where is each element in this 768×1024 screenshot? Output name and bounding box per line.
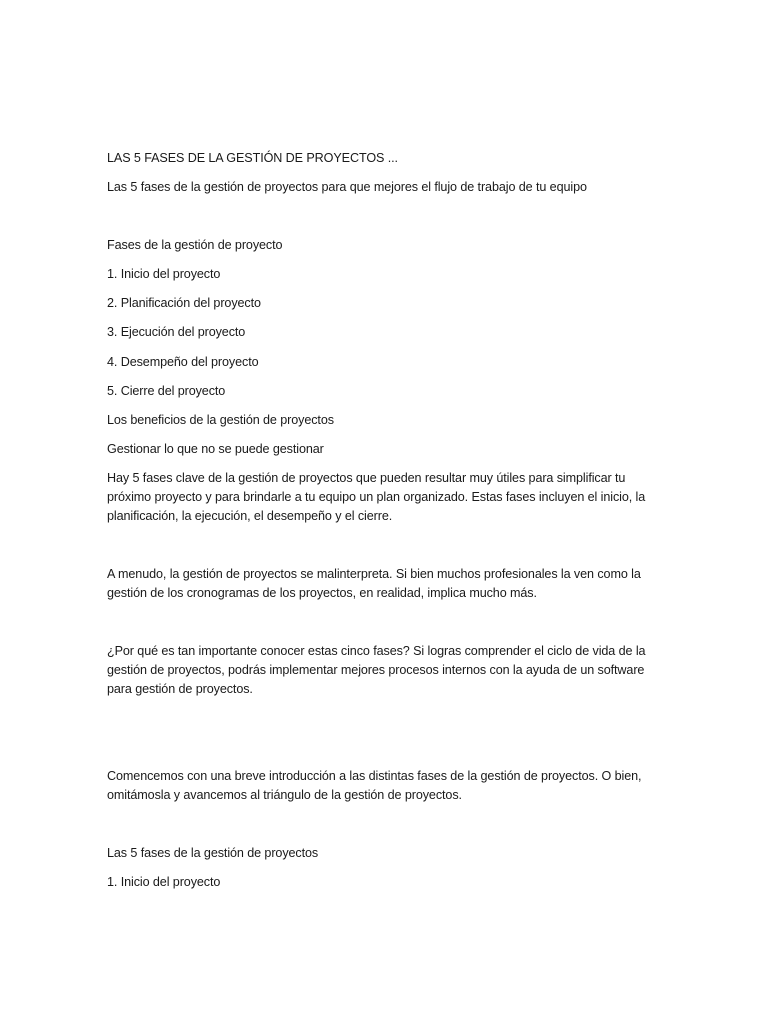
paragraph-line: A menudo, la gestión de proyectos se malinterpreta. Si bien muchos profesionales la ven como la (107, 567, 641, 581)
phase-item: 1. Inicio del proyecto (107, 875, 221, 889)
paragraph-line: Hay 5 fases clave de la gestión de proyectos que pueden resultar muy útiles para simplificar tu (107, 471, 626, 485)
section-heading: Las 5 fases de la gestión de proyectos (107, 846, 319, 860)
paragraph-line: para gestión de proyectos. (107, 682, 253, 696)
document-heading: LAS 5 FASES DE LA GESTIÓN DE PROYECTOS ... (107, 151, 398, 165)
document-subtitle: Las 5 fases de la gestión de proyectos para que mejores el flujo de trabajo de tu equipo (107, 180, 587, 194)
phases-heading: Fases de la gestión de proyecto (107, 238, 283, 252)
paragraph-line: ¿Por qué es tan importante conocer estas cinco fases? Si logras comprender el ciclo de vida de la (107, 644, 646, 658)
paragraph-line: gestión de proyectos, podrás implementar mejores procesos internos con la ayuda de un software (107, 663, 645, 677)
phase-item: 3. Ejecución del proyecto (107, 325, 246, 339)
paragraph-line: planificación, la ejecución, el desempeño y el cierre. (107, 509, 393, 523)
paragraph-line: Comencemos con una breve introducción a las distintas fases de la gestión de proyectos. O bien, (107, 769, 642, 783)
paragraph-line: próximo proyecto y para brindarle a tu equipo un plan organizado. Estas fases incluyen el inicio, la (107, 490, 646, 504)
paragraph-line: omitámosla y avancemos al triángulo de la gestión de proyectos. (107, 788, 462, 802)
manage-heading: Gestionar lo que no se puede gestionar (107, 442, 324, 456)
phase-item: 2. Planificación del proyecto (107, 296, 261, 310)
benefits-heading: Los beneficios de la gestión de proyectos (107, 413, 334, 427)
phase-item: 5. Cierre del proyecto (107, 384, 226, 398)
phase-item: 1. Inicio del proyecto (107, 267, 221, 281)
paragraph-line: gestión de los cronogramas de los proyectos, en realidad, implica mucho más. (107, 586, 537, 600)
phase-item: 4. Desempeño del proyecto (107, 355, 259, 369)
